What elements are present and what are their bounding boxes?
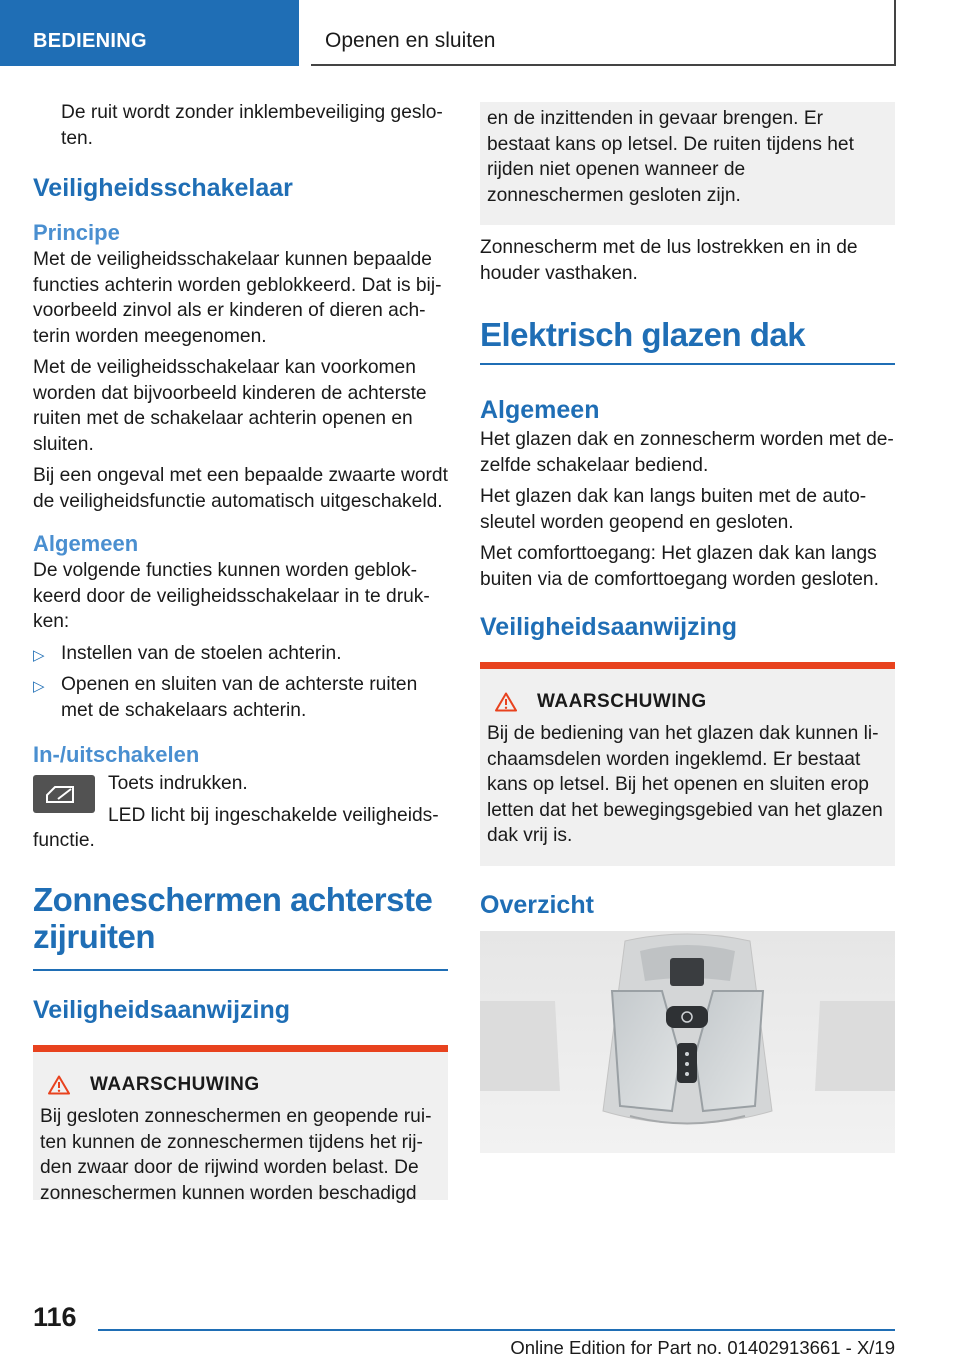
warning-bar <box>480 662 895 669</box>
warning-text-continued: en de inzittenden in gevaar brengen. Er bestaat kans op letsel. De ruiten tijdens het rijden niet openen wanneer de zonneschermen gesloten zijn. <box>487 108 854 206</box>
right-column <box>480 100 895 920</box>
section-title: BEDIENING <box>33 30 147 52</box>
footer-rule <box>98 1329 895 1331</box>
led-text: LED licht bij ingeschakelde veiligheids-functie. <box>33 804 439 851</box>
heading-overview: Overzicht <box>480 891 594 919</box>
roof-console-photo <box>480 931 895 1153</box>
edition-text: Online Edition for Part no. 01402913661 - X/19 <box>510 1337 895 1358</box>
warning-box <box>480 662 895 866</box>
general-text: De volgende functies kunnen worden geblok-keerd door de veiligheidsschakelaar in te druk-ken: <box>33 560 430 632</box>
warning-triangle-icon <box>48 1075 70 1095</box>
warning-header <box>33 1052 448 1096</box>
chapter-title: Openen en sluiten <box>325 29 496 52</box>
warning-text: Bij gesloten zonneschermen en geopende rui-ten kunnen de zonneschermen tijdens het rij-den zwaar door de rijwind worden belast. De zonneschermen kunnen worden beschadigd <box>40 1106 432 1204</box>
heading-safety-switch: Veiligheidsschakelaar <box>33 174 293 202</box>
intro-text: De ruit wordt zonder inklembeveiliging geslo-ten. <box>61 102 443 149</box>
heading-on-off: In-/uitschakelen <box>33 742 200 767</box>
warning-label: WAARSCHUWING <box>90 1074 260 1095</box>
heading-principle: Principe <box>33 220 120 245</box>
principle-text-3: Bij een ongeval met een bepaalde zwaarte wordt de veiligheidsfunctie automatisch uitgeschakeld. <box>33 465 448 512</box>
press-text: Toets indrukken. <box>108 773 248 794</box>
heading-glass-roof: Elektrisch glazen dak <box>480 316 806 353</box>
principle-text-2: Met de veiligheidsschakelaar kan voorkomen worden dat bijvoorbeeld kinderen de achterste ruiten met de schakelaar achterin openen en sluiten. <box>33 357 427 455</box>
section-tab <box>0 0 299 66</box>
list-item: ▷ Instellen van de stoelen achterin. <box>33 641 448 667</box>
left-column <box>33 100 448 1204</box>
roof-text-1: Het glazen dak en zonnescherm worden met de-zelfde schakelaar bediend. <box>480 429 894 476</box>
heading-sunshades: Zonneschermen achterste zijruiten <box>33 881 433 955</box>
heading-rule <box>33 969 448 971</box>
heading-safety-note-roof: Veiligheidsaanwijzing <box>480 613 738 641</box>
triangle-bullet-icon: ▷ <box>33 678 45 695</box>
warning-header <box>480 669 895 713</box>
roof-text-2: Het glazen dak kan langs buiten met de auto-sleutel worden geopend en gesloten. <box>480 486 867 533</box>
chapter-header <box>311 0 896 66</box>
warning-box <box>33 1045 448 1204</box>
warning-bar <box>33 1045 448 1052</box>
page-number: 116 <box>33 1302 77 1332</box>
switch-instruction <box>33 771 448 861</box>
heading-general: Algemeen <box>33 531 139 556</box>
warning-box-continued <box>480 102 895 225</box>
principle-text-1: Met de veiligheidsschakelaar kunnen bepaalde functies achterin worden geblokkeerd. Dat is bij-voorbeeld zinvol als er kinderen of dieren ach-terin worden meegenomen. <box>33 249 442 347</box>
heading-safety-note: Veiligheidsaanwijzing <box>33 996 291 1024</box>
triangle-bullet-icon: ▷ <box>33 646 45 664</box>
list-item: ▷ Openen en sluiten van de achterste ruiten met de schakelaars achterin. <box>33 674 418 721</box>
sunshade-text: Zonnescherm met de lus lostrekken en in de houder vasthaken. <box>480 237 858 284</box>
warning-text: Bij de bediening van het glazen dak kunnen li-chaamsdelen worden ingeklemd. Er bestaat kans op letsel. Bij het openen en sluiten erop letten dat het bewegingsgebied van het glazen dak vrij is. <box>487 723 883 846</box>
heading-rule <box>480 363 895 365</box>
roof-text-3: Met comforttoegang: Het glazen dak kan langs buiten via de comforttoegang worden gesloten. <box>480 543 879 590</box>
child-lock-window-icon <box>33 775 95 813</box>
warning-triangle-icon <box>495 692 517 712</box>
heading-general-roof: Algemeen <box>480 396 600 424</box>
warning-label: WAARSCHUWING <box>537 691 707 712</box>
